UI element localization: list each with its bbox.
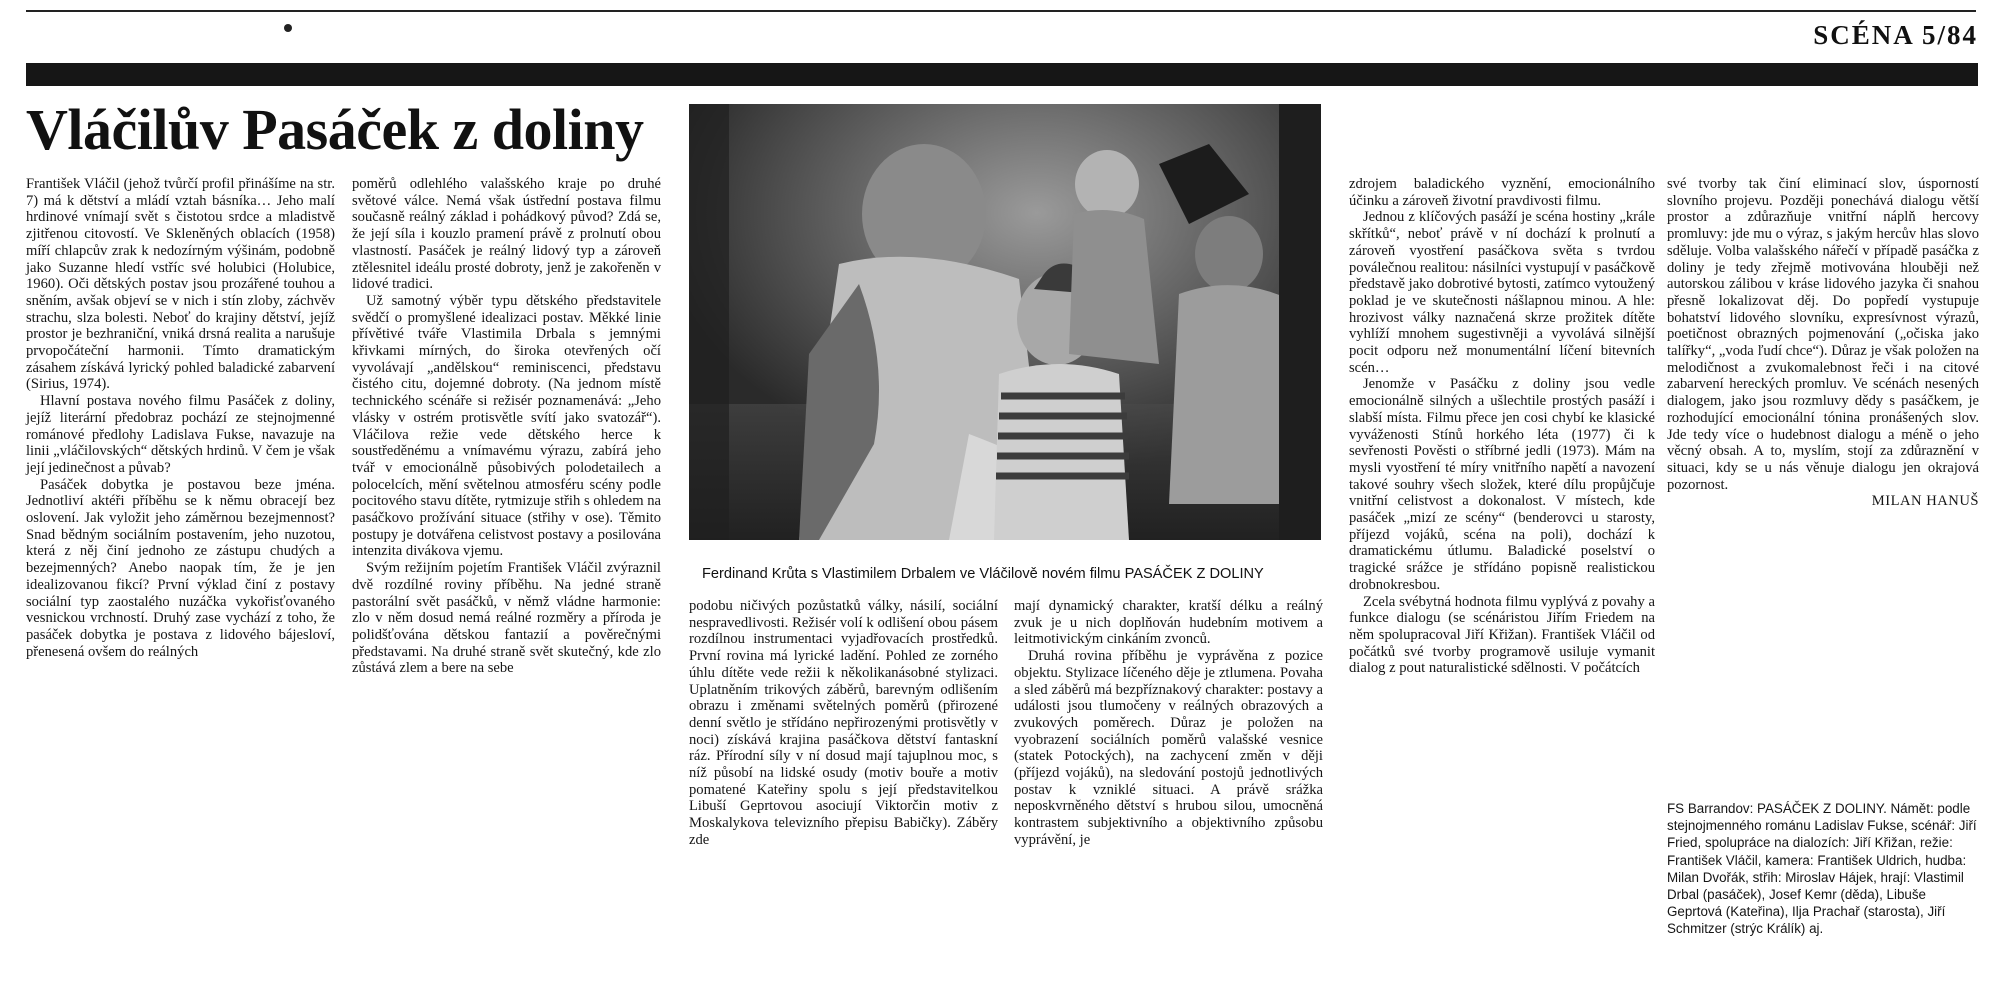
author-signature: MILAN HANUŠ [1871,493,1979,510]
paragraph: Zcela svébytná hodnota filmu vyplývá z povahy a funkce dialogu (se scénáristou Jiřím Friedem na něm spolupracoval Jiří Křižan). František Vláčil od počátků své tvorby programově usiluje vymanit dialog z pout naturalistické sdělnosti. V počátcích [1349,593,1655,677]
article-column-2 [352,176,661,677]
article-column-5 [1349,176,1655,677]
article-title: Vláčilův Pasáček z doliny [26,97,644,162]
paragraph: Pasáček dobytka je postavou beze jména. Jednotliví aktéři příběhu se k němu obracejí bez oslovení. Jak vyložit jeho záměrnou bezejmennost? Snad bědným sociálním postavením, jeho nuzotou, která z něj činí jednoho ze zástupu chudých a bezejmenných? Anebo naopak tím, že je jen idealizovanou fikcí? První výklad činí z postavy sociální typ zaostalého nuzáčka vykořisťovaného vesnickou vrchností. Druhý zase vychází z toho, že pasáček dobytka je postava z lidového bájesloví, přenesená ovšem do reálných [26,476,335,660]
paragraph: podobu ničivých pozůstatků války, násilí, sociální nespravedlivosti. Režisér volí k odlišení obou pásem rozdílnou instrumentaci vyjadřovacích prostředků. První rovina má lyrické ladění. Pohled ze zorného úhlu dítěte vede režii k několikanásobné stylizaci. Uplatněním trikových záběrů, barevným odlišením obrazu i změnami světelných poměrů (přirozené denní světlo je střídáno nepřirozenými protisvětly v noci) získává krajina pasáčkova dětství fantaskní ráz. Přírodní síly v ní dosud mají tajuplnou moc, s níž působí na lidské osudy (motiv bouře a motiv pomatené Kateřiny spolu s její představitelkou Libuší Geprtovou asociují Viktorčin motiv z Moskalykova televizního přepisu Babičky). Záběry zde [689,598,998,848]
paragraph: své tvorby tak činí eliminací slov, úsporností slovního projevu. Později ponechává dialogu větší prostor a zdůrazňuje vnitřní náplň hercovy promluvy: jde mu o výraz, s jakým hercův hlas slovo sděluje. Volba valašského nářečí v případě pasáčka z doliny je tedy zřejmě motivována hlouběji než autorskou zálibou v kráse lidového jazyka či snahou přesně lokalizovat děj. Do popředí vystupuje bohatství lidového slovníku, expresívnost výrazů, poetičnost obrazných pojmenování („očiska jako talířky“, „voda ľudí chce“). Důraz je však položen na melodičnost a zvukomalebnost řeči i na citové zabarvení hereckých promluv. Ve scénách nesených dialogem, jako jsou rozmluvy dědy s pasáčkem, je rozhodující emocionální tónina pronášených slov. Jde tedy více o hudebnost dialogu a méně o jeho věcný obsah. A to, myslím, stojí za zdůraznění v situaci, kdy se u nás věnuje dialogu jen okrajová pozornost. [1667,176,1979,493]
top-rule [26,10,1976,12]
paragraph: Druhá rovina příběhu je vyprávěna z pozice objektu. Stylizace líčeného děje je ztlumena. Povaha a sled záběrů má bezpříznakový charakter: postavy a události jsou tlumočeny v reálných obrazových a zvukových poměrech. Důraz je položen na vyobrazení sociálních poměrů valašské vesnice (statek Potockých), na zachycení změn v ději (příjezd vojáků), na sledování postojů jednotlivých postav k vzniklé situaci. A právě srážka neposkvrněného dětství s hrubou silou, umocněná kontrastem subjektivního a objektivního způsobu vyprávění, je [1014,648,1323,848]
paragraph: František Vláčil (jehož tvůrčí profil přinášíme na str. 7) má k dětství a mládí vztah básníka… Jeho malí hrdinové vnímají svět s čistotou srdce a mladistvě zjitřenou citovostí. Ve Skleněných oblacích (1958) míří chlapcův zrak k nedozírným výšinám, podobně jako Suzanne hledí vstříc své holubici (Holubice, 1960). Oči dětských postav jsou prozářené touhou a sněním, avšak objeví se v nich i stín zloby, záchvěv strachu, slza bolesti. Neboť do krajiny dětství, jejíž prostor je bezhraniční, vniká drsná realita a narušuje prvopočáteční harmonii. Tímto dramatickým zásahem získává lyrický pohled baladické zabarvení (Sirius, 1974). [26,176,335,393]
section-header: SCÉNA 5/84 [1813,20,1978,50]
article-column-4 [1014,598,1323,849]
paragraph: Už samotný výběr typu dětského představitele svědčí o promyšlené idealizaci postav. Měkké linie přívětivé tváře Vlastimila Drbala s jemnými křivkami mírných, do široka otevřených očí vyvolávají „andělskou“ reminiscenci, představu čistého citu, dojemné dobroty. (Na jednom místě technického scénáře si režisér poznamenává: „Jeho vlásky v ostrém protisvětle svítí jako svatozář“). Vláčilova režie vede dětského herce k soustředěnému a vnímavému výrazu, zabírá jeho tvář v emocionálně působivých polodetailech a polocelcích, mění světelnou atmosféru scény podle pocitového stavu dítěte, rytmizuje střih s ohledem na pasáčkovo prožívání situace (střihy v ose). Těmito postupy je dotvářena celistvost postavy a posilována intenzita divákova vjemu. [352,292,661,560]
article-column-1 [26,176,335,660]
article-column-3 [689,598,998,849]
paragraph: Jenomže v Pasáčku z doliny jsou vedle emocionálně silných a ušlechtile prostých pasáží i slabší místa. Filmu přece jen cosi chybí ke klasické vyváženosti Stínů horkého léta (1977) či k sevřenosti Pověsti o stříbrné jedli (1973). Mám na mysli vyostření té míry vnitřního napětí a navození takové souhry všech složek, které dílu propůjčuje vnitřní celistvost a dokonalost. V místech, kde pasáček „mizí ze scény“ (benderovci u starosty, příjezd vojáků, scéna na poli), dochází k dramatickému útlumu. Baladické poselství o tragické srážce je střídáno popisně realistickou drobnokresbou. [1349,376,1655,593]
paragraph: poměrů odlehlého valašského kraje po druhé světové válce. Nemá však ústřední postava filmu současně reálný základ i pohádkový původ? Zdá se, že její síla i kouzlo pramení právě z prolnutí obou vlastností. Pasáček je reálný lidový typ a zároveň ztělesnitel ideálu prosté dobroty, jenž je zakořeněn v lidové tradici. [352,176,661,293]
header-bar [26,63,1978,86]
paragraph: mají dynamický charakter, kratší délku a reálný zvuk je u nich doplňován hudebním motivem a leitmotivickým cinkáním zvonců. [1014,598,1323,648]
paragraph: Hlavní postava nového filmu Pasáček z doliny, jejíž literární předobraz pochází ze stejnojmenné románové předlohy Ladislava Fukse, navazuje na linii „vláčilovských“ dětských hrdinů. V čem je však její jedinečnost a půvab? [26,393,335,476]
film-still-image [689,104,1321,540]
paragraph: Svým režijním pojetím František Vláčil zvýraznil dvě rozdílné roviny příběhu. Na jedné straně pastorální svět pasáčků, v němž vládne harmonie: zlo v něm dosud nemá reálné rozměry a příroda je polidšťována dětskou fantazií a pověrečnými představami. Na druhé straně svět skutečný, kde zlo zůstává zlem a bere na sebe [352,560,661,677]
paragraph: Jednou z klíčových pasáží je scéna hostiny „krále skřítků“, neboť právě v ní dochází k prolnutí a zároveň vyostření pasáčkova světa s tvrdou poválečnou realitou: násilníci vystupují v pasáčkově představě jako dobrotivé bytosti, zatímco vytoužený poklad je ve skutečnosti nášlapnou minou. A hle: hrozivost války naznačená skrze prožitek dítěte vyhlíží mnohem sugestivněji a vyvolává silnější pocit odporu než monumentální líčení bitevních scén… [1349,209,1655,376]
photo-caption: Ferdinand Krůta s Vlastimilem Drbalem ve Vláčilově novém filmu PASÁČEK Z DOLINY [702,566,1264,582]
film-still-photo [689,104,1321,540]
print-dot-mark [284,24,292,32]
article-column-6 [1667,176,1979,510]
paragraph: zdrojem baladického vyznění, emocionálního účinku a zároveň životní pravdivosti filmu. [1349,176,1655,209]
film-credits: FS Barrandov: PASÁČEK Z DOLINY. Námět: podle stejnojmenného románu Ladislav Fukse, scénář: Jiří Fried, spolupráce na dialozích: Jiří Křižan, režie: František Vláčil, kamera: František Uldrich, hudba: Milan Dvořák, střih: Miroslav Hájek, hrají: Vlastimil Drbal (pasáček), Josef Kemr (děda), Libuše Geprtová (Kateřina), Ilja Prachař (starosta), Jiří Schmitzer (strýc Králík) aj. [1667,801,1977,937]
